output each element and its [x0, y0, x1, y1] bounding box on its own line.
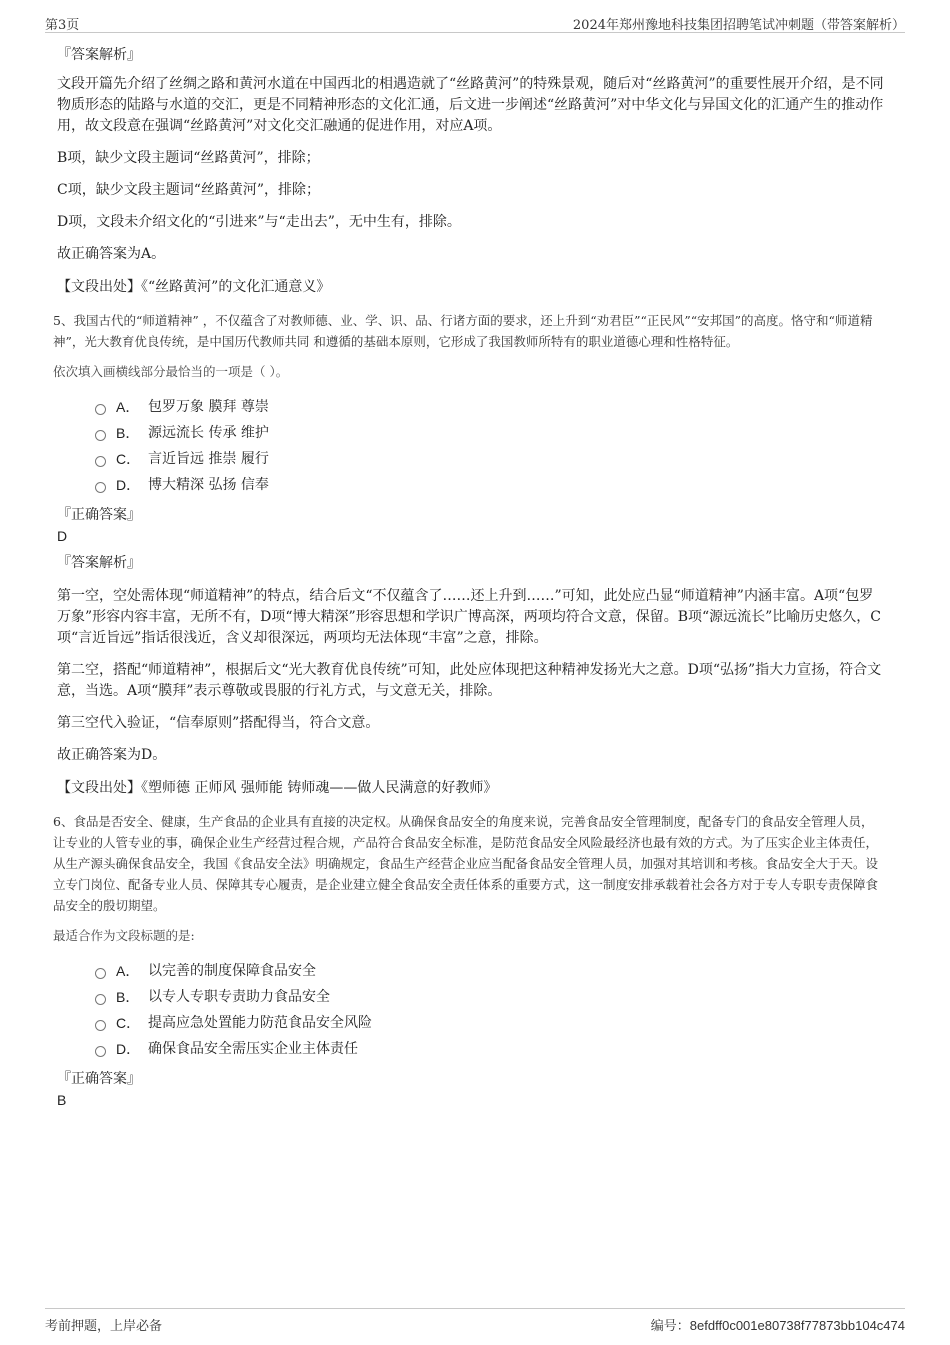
analysis-paragraph: 第二空，搭配“师道精神”，根据后文“光大教育优良传统”可知，此处应体现把这种精神发扬光大之意。D项“弘扬”指大力宣扬，符合文意，当选。A项“膜拜”表示尊敬或畏服的行礼方式，与文意无关，排除。 — [57, 662, 882, 699]
option-d[interactable] — [95, 472, 887, 498]
option-letter: C． — [116, 1015, 141, 1031]
code-label: 编号： — [650, 1318, 690, 1333]
option-letter: C． — [116, 451, 141, 467]
page-header — [45, 12, 905, 33]
option-text: 源远流长 传承 维护 — [148, 425, 269, 441]
source-citation: 【文段出处】《塑师德 正师风 强师能 铸师魂——做人民满意的好教师》 — [57, 780, 498, 796]
analysis-paragraph: C项，缺少文段主题词“丝路黄河”，排除； — [57, 182, 321, 198]
option-text: 以专人专职专责助力食品安全 — [148, 989, 330, 1005]
radio-button[interactable] — [95, 994, 106, 1005]
option-letter: A． — [116, 399, 140, 415]
analysis-paragraph: 文段开篇先介绍了丝绸之路和黄河水道在中国西北的相遇造就了“丝路黄河”的特殊景观，随后对“丝路黄河”的重要性展开介绍，是不同物质形态的陆路与水道的交汇，更是不同精神形态的文化汇通，后文进一步阐述“丝路黄河”对中华文化与异国文化的汇通产生的推动作用，故文段意在强调“丝路黄河”对文化交汇融通的促进作用，对应A项。 — [57, 76, 884, 134]
document-code — [651, 1315, 905, 1334]
analysis-paragraph: D项，文段未介绍文化的“引进来”与“走出去”，无中生有，排除。 — [57, 214, 461, 230]
option-text: 博大精深 弘扬 信奉 — [148, 477, 269, 493]
document-body — [53, 44, 887, 1116]
analysis-conclusion: 故正确答案为A。 — [57, 246, 166, 262]
option-letter: D． — [116, 477, 141, 493]
question-6-options — [95, 958, 887, 1062]
option-letter: D． — [116, 1041, 141, 1057]
correct-answer-value: D — [57, 528, 68, 544]
question-5-options — [95, 394, 887, 498]
analysis-conclusion: 故正确答案为D。 — [57, 747, 167, 763]
radio-button[interactable] — [95, 482, 106, 493]
option-text: 言近旨远 推崇 履行 — [148, 451, 269, 467]
source-citation: 【文段出处】《“丝路黄河”的文化汇通意义》 — [57, 279, 331, 295]
analysis-paragraph: 第三空代入验证，“信奉原则”搭配得当，符合文意。 — [57, 715, 380, 731]
radio-button[interactable] — [95, 430, 106, 441]
analysis-paragraph: 第一空，空处需体现“师道精神”的特点，结合后文“不仅蕴含了……还上升到……”可知，此处应凸显“师道精神”内涵丰富。A项“包罗万象”形容内容丰富，无所不有，D项“博大精深”形容思想和学识广博高深，两项均符合文意，保留。B项“源远流长”比喻历史悠久，C项“言近旨远”指话很浅近，含义却很深远，两项均无法体现“丰富”之意，排除。 — [57, 588, 882, 646]
page-footer — [45, 1308, 905, 1333]
correct-answer-value: B — [57, 1092, 67, 1108]
option-text: 以完善的制度保障食品安全 — [148, 963, 316, 979]
analysis-label: 『答案解析』 — [57, 555, 141, 571]
option-text: 包罗万象 膜拜 尊崇 — [148, 399, 269, 415]
option-letter: A． — [116, 963, 140, 979]
option-b[interactable] — [95, 420, 887, 446]
analysis-label: 『答案解析』 — [57, 47, 141, 63]
code-value: 8efdff0c001e80738f77873bb104c474 — [689, 1318, 905, 1333]
question-6-text: 6、食品是否安全、健康，生产食品的企业具有直接的决定权。从确保食品安全的角度来说，完善食品安全管理制度，配备专门的食品安全管理人员，让专业的人管专业的事，确保企业生产经营过程合规，产品符合食品安全标准，是防范食品安全风险最经济也最有效的方式。为了压实企业主体责任，从生产源头确保食品安全，我国《食品安全法》明确规定，食品生产经营企业应当配备食品安全管理人员，加强对其培训和考核。食品安全大于天。设立专门岗位、配备专业人员、保障其专心履责，是企业建立健全食品安全责任体系的重要方式，这一制度安排承载着社会各方对于专人专职专责保障食品安全的殷切期望。 — [53, 814, 879, 913]
correct-answer-label: 『正确答案』 — [57, 1071, 141, 1087]
option-a[interactable] — [95, 958, 887, 984]
analysis-paragraph: B项，缺少文段主题词“丝路黄河”，排除； — [57, 150, 320, 166]
option-a[interactable] — [95, 394, 887, 420]
option-letter: B． — [116, 989, 140, 1005]
page-number: 第3页 — [45, 18, 80, 33]
question-5-text: 5、我国古代的“师道精神” ，不仅蕴含了对教师德、业、学、识、品、行诸方面的要求，还上升到“劝君臣”“正民风”“安邦国”的高度。恪守和“师道精神”，光大教育优良传统，是中国历代教师共同 和遵循的基础本原则，它形成了我国教师所特有的职业道德心理和性格特征。 — [53, 313, 873, 349]
question-6-prompt: 最适合作为文段标题的是: — [53, 928, 195, 943]
question-5-prompt: 依次填入画横线部分最恰当的一项是（ ）。 — [53, 364, 289, 379]
option-b[interactable] — [95, 984, 887, 1010]
radio-button[interactable] — [95, 456, 106, 467]
correct-answer-label: 『正确答案』 — [57, 507, 141, 523]
option-text: 确保食品安全需压实企业主体责任 — [148, 1041, 358, 1057]
option-letter: B． — [116, 425, 140, 441]
radio-button[interactable] — [95, 1020, 106, 1031]
option-c[interactable] — [95, 1010, 887, 1036]
document-title: 2024年郑州豫地科技集团招聘笔试冲刺题（带答案解析） — [572, 18, 905, 33]
option-text: 提高应急处置能力防范食品安全风险 — [148, 1015, 372, 1031]
radio-button[interactable] — [95, 968, 106, 979]
radio-button[interactable] — [95, 404, 106, 415]
radio-button[interactable] — [95, 1046, 106, 1057]
option-c[interactable] — [95, 446, 887, 472]
option-d[interactable] — [95, 1036, 887, 1062]
footer-slogan: 考前押题，上岸必备 — [45, 1319, 163, 1334]
